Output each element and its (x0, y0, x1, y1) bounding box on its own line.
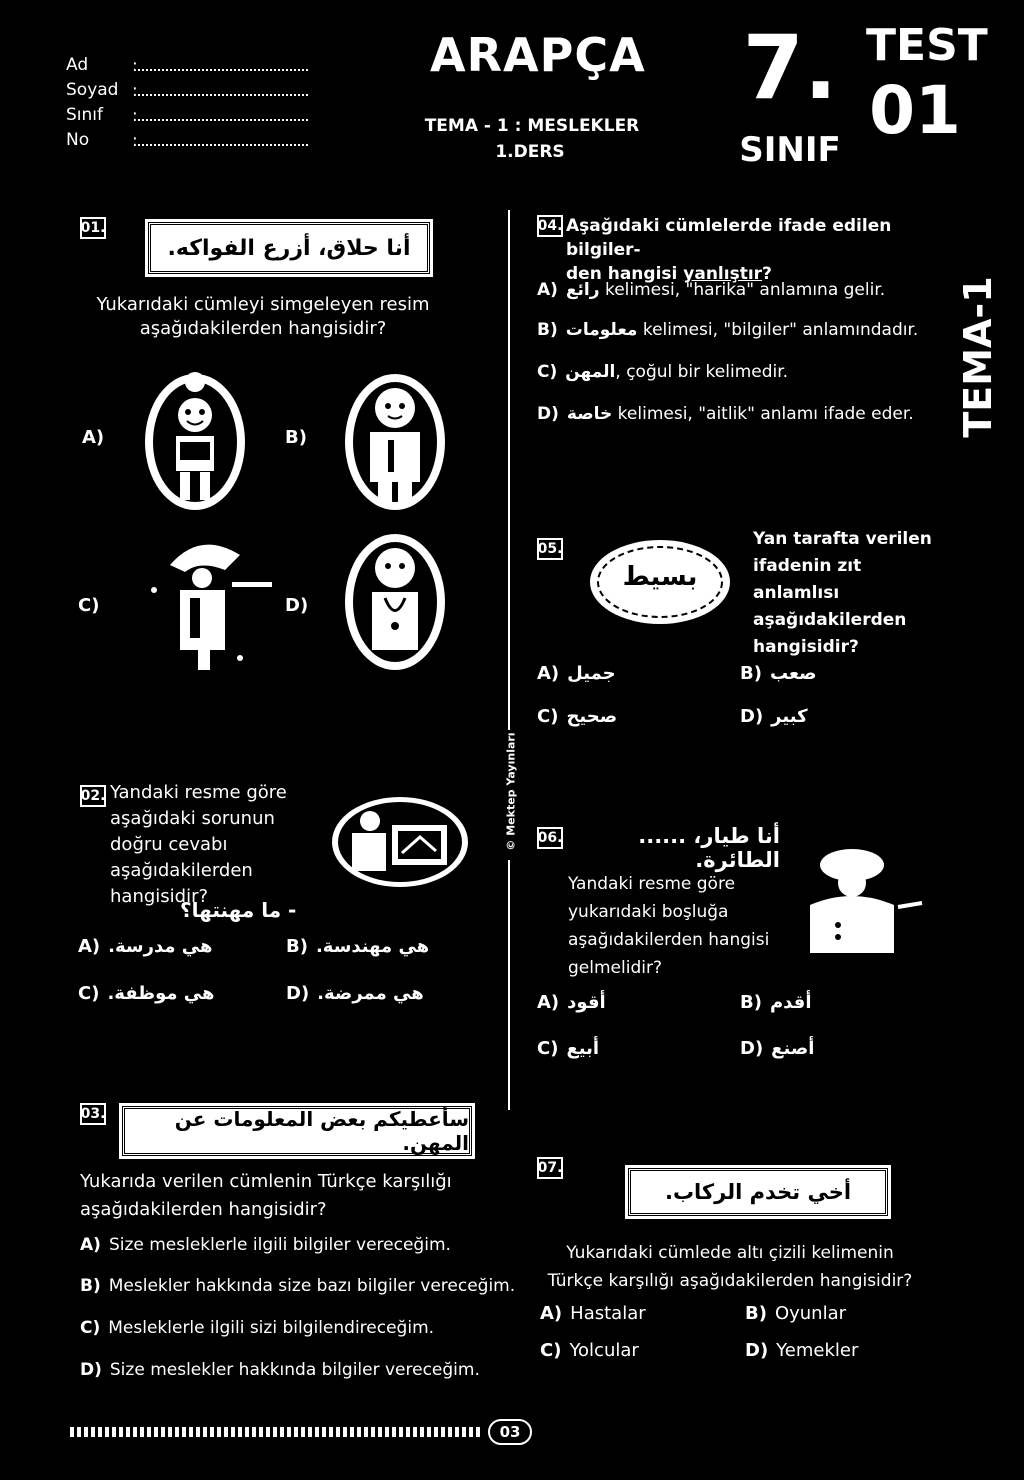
option-text: kelimesi, "harika" anlamına gelir. (599, 280, 886, 300)
q3-option-d[interactable] (80, 1360, 480, 1380)
q3-option-b[interactable] (80, 1276, 515, 1296)
question-number: 05. (537, 538, 563, 560)
option-key: A) (80, 1235, 101, 1255)
q1-arabic-sentence: أنا حلاق، أزرع الفواكه. (148, 222, 430, 274)
option-key: D) (537, 404, 559, 424)
question-number: 03. (80, 1103, 106, 1125)
option-key: A) (540, 1303, 563, 1324)
option-text: صحيح (566, 706, 618, 727)
q4-prompt (566, 214, 946, 286)
publisher-label: © Mektep Yayınları (504, 732, 518, 851)
option-text: أقدم (769, 992, 812, 1013)
chef-icon (140, 530, 280, 680)
q5-prompt: Yan tarafta verilen ifadenin zıt anlamlısı aşağıdakilerden hangisidir? (753, 529, 932, 657)
question-number: 02. (80, 785, 106, 807)
sep: : (132, 56, 138, 76)
option-key: D) (740, 1038, 764, 1059)
q6-image (790, 835, 930, 959)
option-arabic: معلومات (565, 320, 638, 340)
q6-option-a[interactable] (537, 992, 606, 1013)
option-text: أصنع (771, 1038, 815, 1059)
q4-option-d[interactable] (537, 404, 914, 424)
q5-option-a[interactable] (537, 663, 616, 684)
pilot-icon (790, 835, 930, 955)
option-key: C) (540, 1340, 562, 1361)
option-key: B) (745, 1303, 767, 1324)
q3-prompt: Yukarıda verilen cümlenin Türkçe karşılığı aşağıdakilerden hangisidir? (80, 1171, 452, 1220)
q1-image-c[interactable] (140, 530, 280, 684)
option-key: A) (82, 427, 105, 448)
q5-word-frame (585, 532, 735, 632)
number-label: No (66, 130, 90, 150)
surname-label: Soyad (66, 80, 119, 100)
q1-option-c[interactable] (78, 595, 107, 616)
option-key: C) (537, 1038, 559, 1059)
side-label: TEMA-1 (956, 276, 1000, 438)
option-key: B) (80, 1276, 101, 1296)
engineer-desk-icon (330, 795, 470, 890)
q3-arabic-sentence: سأعطيكم بعض المعلومات عن المهن. (122, 1106, 472, 1156)
q2-image (330, 795, 470, 894)
doctor-icon (340, 528, 450, 678)
grade-number: 7. (742, 16, 838, 119)
option-key: A) (537, 663, 560, 684)
class-label: Sınıf (66, 105, 103, 125)
option-key: C) (537, 706, 559, 727)
option-key: C) (78, 595, 100, 616)
option-key: D) (285, 595, 309, 616)
test-label: TEST (866, 20, 988, 71)
q5-word: بسيط (622, 562, 698, 592)
grade-word: SINIF (739, 130, 841, 170)
q7-option-d[interactable] (745, 1340, 858, 1361)
option-text: Size meslekler hakkında bilgiler vereceğim. (109, 1360, 480, 1380)
q4-underlined-word: yanlıştır (683, 264, 763, 284)
subject-title: ARAPÇA (430, 28, 646, 82)
option-key: C) (78, 983, 100, 1004)
grade-badge (730, 18, 850, 178)
option-text: Yolcular (569, 1340, 639, 1361)
q1-image-a[interactable] (140, 370, 250, 524)
option-text: Oyunlar (774, 1303, 847, 1324)
question-number: 06. (537, 827, 563, 849)
option-text: هي موظفة. (107, 983, 215, 1004)
question-number: 01. (80, 217, 106, 239)
q5-option-b[interactable] (740, 663, 817, 684)
name-label: Ad (66, 55, 89, 75)
number-field[interactable] (138, 130, 308, 146)
q4-option-b[interactable] (537, 320, 918, 340)
q3-option-c[interactable] (80, 1318, 434, 1338)
option-key: B) (740, 992, 762, 1013)
q5-option-d[interactable] (740, 706, 808, 727)
page-number: 03 (488, 1419, 532, 1445)
option-text: Mesleklerle ilgili sizi bilgilendireceğim. (108, 1318, 435, 1338)
option-key: A) (537, 280, 558, 300)
q6-prompt: Yandaki resme göre yukarıdaki boşluğa aşağıdakilerden hangisi gelmelidir? (568, 874, 770, 978)
option-text: Hastalar (570, 1303, 646, 1324)
option-text: هي مهندسة. (315, 936, 430, 957)
q6-option-c[interactable] (537, 1038, 599, 1059)
option-arabic: المهن (565, 362, 616, 382)
farmer-icon (140, 370, 250, 520)
sep: : (132, 106, 138, 126)
q5-option-c[interactable] (537, 706, 617, 727)
option-key: D) (740, 706, 764, 727)
question-number: 07. (537, 1157, 563, 1179)
sep: : (132, 81, 138, 101)
lesson-title: 1.DERS (495, 142, 565, 162)
q4-prompt-line2: den hangisi (566, 264, 684, 284)
q1-image-d[interactable] (340, 528, 450, 682)
option-text: Meslekler hakkında size bazı bilgiler vereceğim. (108, 1276, 516, 1296)
q1-image-b[interactable] (340, 370, 450, 524)
q6-option-d[interactable] (740, 1038, 814, 1059)
q2-question: - ما مهنتها؟ (180, 898, 297, 922)
q1-option-b[interactable] (285, 427, 315, 448)
q2-option-c[interactable] (78, 983, 215, 1004)
question-number: 04. (537, 215, 563, 237)
option-text: , çoğul bir kelimedir. (615, 362, 789, 382)
q7-option-a[interactable] (540, 1303, 646, 1324)
q4-prompt-line1: Aşağıdaki cümlelerde ifade edilen bilgiler- (566, 216, 892, 260)
q3-option-a[interactable] (80, 1235, 451, 1255)
option-text: كبير (771, 706, 808, 727)
option-key: B) (537, 320, 558, 340)
column-divider-bottom (508, 860, 510, 1110)
option-arabic: خاصة (566, 404, 613, 424)
q2-prompt: Yandaki resme göre aşağıdaki sorunun doğru cevabı aşağıdakilerden hangisidir? (110, 782, 287, 907)
theme-title: TEMA - 1 : MESLEKLER (424, 116, 640, 136)
option-key: A) (78, 936, 101, 957)
option-text: هي ممرضة. (317, 983, 424, 1004)
q1-prompt: Yukarıdaki cümleyi simgeleyen resim aşağıdakilerden hangisidir? (96, 294, 430, 339)
option-text: أقود (567, 992, 606, 1013)
q6-option-b[interactable] (740, 992, 812, 1013)
barber-icon (340, 370, 450, 520)
column-divider-top (508, 210, 510, 730)
option-key: D) (745, 1340, 769, 1361)
q7-option-b[interactable] (745, 1303, 846, 1324)
q7-option-c[interactable] (540, 1340, 639, 1361)
q4-option-c[interactable] (537, 362, 788, 382)
q7-prompt: Yukarıdaki cümlede altı çizili kelimenin Türkçe karşılığı aşağıdakilerden hangisidir? (547, 1243, 913, 1291)
q2-option-d[interactable] (286, 983, 424, 1004)
sep: : (132, 131, 138, 151)
q6-arabic-sentence: أنا طيار، ...... الطائرة. (638, 824, 780, 872)
q2-option-a[interactable] (78, 936, 213, 957)
option-text: هي مدرسة. (108, 936, 213, 957)
option-key: B) (740, 663, 762, 684)
surname-field[interactable] (138, 80, 308, 96)
option-text: جميل (567, 663, 616, 684)
footer-bar (70, 1427, 480, 1437)
q1-option-a[interactable] (82, 427, 112, 448)
option-text: أبيع (566, 1038, 600, 1059)
option-text: kelimesi, "bilgiler" anlamındadır. (637, 320, 919, 340)
option-key: B) (285, 427, 307, 448)
test-number: 01 (869, 72, 961, 149)
q4-prompt-end: ? (762, 264, 772, 284)
option-text: Size mesleklerle ilgili bilgiler vereceğim. (108, 1235, 451, 1255)
class-field[interactable] (138, 105, 308, 121)
option-text: صعب (769, 663, 817, 684)
option-key: C) (537, 362, 558, 382)
q2-option-b[interactable] (286, 936, 429, 957)
option-key: D) (80, 1360, 102, 1380)
option-arabic: رائع (565, 280, 600, 300)
side-tema (948, 276, 1008, 438)
publisher-strip (496, 730, 524, 860)
option-text: Yemekler (776, 1340, 859, 1361)
option-key: C) (80, 1318, 101, 1338)
name-field[interactable] (138, 55, 308, 71)
option-key: D) (286, 983, 310, 1004)
option-text: kelimesi, "aitlik" anlamı ifade eder. (612, 404, 914, 424)
option-key: B) (286, 936, 308, 957)
q4-option-a[interactable] (537, 280, 885, 300)
option-key: A) (537, 992, 560, 1013)
q7-arabic-sentence: أخي تخدم الركاب. (628, 1168, 888, 1216)
q1-option-d[interactable] (285, 595, 316, 616)
